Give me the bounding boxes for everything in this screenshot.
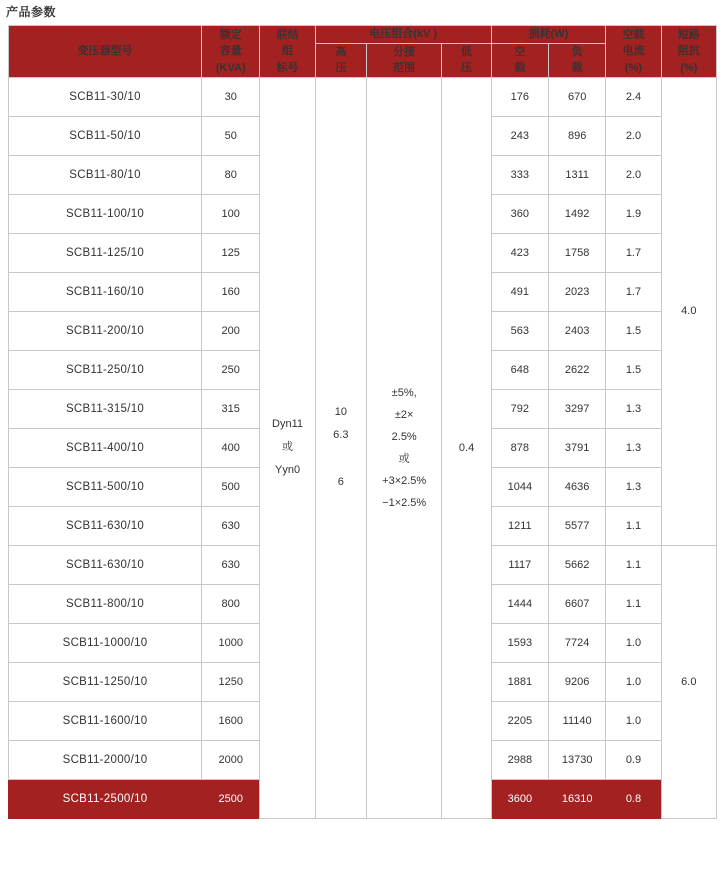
hv-value-line3 (316, 448, 366, 471)
cell-no-load-loss: 3600 (491, 779, 548, 818)
header-tap-line2: 范围 (393, 62, 416, 74)
cell-high-voltage (315, 77, 366, 818)
cell-no-load-loss: 243 (491, 116, 548, 155)
cell-no-load-current: 1.5 (606, 350, 661, 389)
cell-model: SCB11-250/10 (9, 350, 202, 389)
header-low-voltage (442, 43, 491, 77)
header-impedance-line3: (%) (680, 61, 698, 74)
cell-no-load-loss: 563 (491, 311, 548, 350)
cell-load-loss: 670 (549, 77, 606, 116)
cell-no-load-loss: 1881 (491, 662, 548, 701)
header-capacity (202, 26, 260, 78)
cell-load-loss: 2023 (549, 272, 606, 311)
cell-no-load-loss: 423 (491, 233, 548, 272)
table-row (9, 77, 717, 116)
cell-load-loss: 9206 (549, 662, 606, 701)
transformer-parameter-table (8, 25, 717, 819)
header-no-load-current (606, 26, 661, 78)
cell-no-load-current: 1.7 (606, 272, 661, 311)
cell-no-load-loss: 648 (491, 350, 548, 389)
cell-load-loss: 2403 (549, 311, 606, 350)
cell-load-loss: 5662 (549, 545, 606, 584)
header-impedance-line1: 短路 (677, 28, 700, 41)
cell-no-load-current: 1.7 (606, 233, 661, 272)
cell-no-load-current: 1.0 (606, 701, 661, 740)
cell-no-load-current: 1.1 (606, 584, 661, 623)
page-title: 产品参数 (6, 5, 57, 19)
cell-no-load-current: 1.5 (606, 311, 661, 350)
cell-model: SCB11-100/10 (9, 194, 202, 233)
header-load-line2: 载 (571, 62, 583, 74)
header-tap-line1: 分接 (393, 45, 416, 58)
cell-no-load-loss: 360 (491, 194, 548, 233)
header-group-line2: 组 (282, 45, 294, 57)
group-value-line3: Yyn0 (275, 464, 301, 477)
header-capacity-line3: (KVA) (215, 61, 246, 74)
cell-low-voltage: 0.4 (442, 77, 491, 818)
cell-model: SCB11-800/10 (9, 584, 202, 623)
header-nocurrent-line2: 电流 (622, 45, 645, 57)
cell-capacity: 1250 (202, 662, 260, 701)
cell-capacity: 2500 (202, 779, 260, 818)
cell-capacity: 30 (202, 77, 260, 116)
cell-model: SCB11-500/10 (9, 467, 202, 506)
header-hv-line1: 高 (335, 45, 347, 58)
cell-load-loss: 6607 (549, 584, 606, 623)
cell-capacity: 630 (202, 545, 260, 584)
tap-value-line3: 2.5% (391, 430, 417, 443)
header-noload-line1: 空 (514, 45, 526, 58)
cell-no-load-current: 2.0 (606, 155, 661, 194)
hv-value-line4: 6 (337, 475, 344, 488)
header-row-1 (9, 26, 717, 44)
cell-capacity: 2000 (202, 740, 260, 779)
cell-model: SCB11-50/10 (9, 116, 202, 155)
cell-capacity: 500 (202, 467, 260, 506)
cell-load-loss: 7724 (549, 623, 606, 662)
cell-capacity: 250 (202, 350, 260, 389)
cell-model: SCB11-1250/10 (9, 662, 202, 701)
cell-no-load-current: 1.1 (606, 545, 661, 584)
header-lv-line2: 压 (461, 62, 473, 74)
header-tap-range (366, 43, 441, 77)
cell-tap-range (366, 77, 441, 818)
hv-value-line1: 10 (334, 406, 347, 419)
header-capacity-line1: 额定 (219, 28, 242, 41)
header-high-voltage (315, 43, 366, 77)
cell-capacity: 200 (202, 311, 260, 350)
header-hv-line2: 压 (335, 62, 347, 74)
hv-value-line2: 6.3 (333, 429, 349, 442)
cell-load-loss: 1311 (549, 155, 606, 194)
cell-model: SCB11-315/10 (9, 389, 202, 428)
cell-capacity: 800 (202, 584, 260, 623)
cell-no-load-current: 1.3 (606, 467, 661, 506)
cell-no-load-loss: 1211 (491, 506, 548, 545)
table-body (9, 77, 717, 818)
cell-load-loss: 896 (549, 116, 606, 155)
cell-no-load-current: 1.0 (606, 623, 661, 662)
cell-impedance-lower: 6.0 (661, 545, 716, 818)
header-no-load-loss (491, 43, 548, 77)
cell-capacity: 50 (202, 116, 260, 155)
cell-load-loss: 11140 (549, 701, 606, 740)
cell-no-load-loss: 1593 (491, 623, 548, 662)
cell-capacity: 630 (202, 506, 260, 545)
header-impedance-line2: 阻抗 (677, 45, 700, 57)
cell-load-loss: 16310 (549, 779, 606, 818)
header-nocurrent-line3: (%) (624, 61, 643, 74)
group-value-line1: Dyn11 (272, 417, 304, 430)
cell-capacity: 100 (202, 194, 260, 233)
tap-value-line4: 或 (398, 452, 410, 465)
cell-capacity: 1600 (202, 701, 260, 740)
cell-load-loss: 5577 (549, 506, 606, 545)
cell-no-load-loss: 792 (491, 389, 548, 428)
cell-no-load-loss: 1117 (491, 545, 548, 584)
cell-no-load-loss: 878 (491, 428, 548, 467)
cell-load-loss: 4636 (549, 467, 606, 506)
cell-no-load-current: 1.9 (606, 194, 661, 233)
header-model: 变压器型号 (9, 26, 202, 78)
cell-no-load-loss: 2988 (491, 740, 548, 779)
cell-model: SCB11-630/10 (9, 506, 202, 545)
cell-no-load-current: 1.1 (606, 506, 661, 545)
header-noload-line2: 载 (514, 62, 526, 74)
cell-no-load-loss: 333 (491, 155, 548, 194)
cell-load-loss: 2622 (549, 350, 606, 389)
tap-value-line5: +3×2.5% (382, 474, 427, 487)
cell-capacity: 160 (202, 272, 260, 311)
cell-model: SCB11-30/10 (9, 77, 202, 116)
cell-no-load-loss: 491 (491, 272, 548, 311)
cell-model: SCB11-160/10 (9, 272, 202, 311)
cell-model: SCB11-80/10 (9, 155, 202, 194)
header-voltage-combination: 电压组合(kV ) (315, 26, 491, 44)
cell-no-load-current: 1.3 (606, 428, 661, 467)
cell-no-load-current: 2.4 (606, 77, 661, 116)
cell-capacity: 315 (202, 389, 260, 428)
cell-no-load-loss: 176 (491, 77, 548, 116)
cell-model: SCB11-2000/10 (9, 740, 202, 779)
cell-load-loss: 3297 (549, 389, 606, 428)
cell-no-load-current: 0.8 (606, 779, 661, 818)
header-capacity-line2: 容量 (219, 45, 242, 57)
cell-no-load-loss: 2205 (491, 701, 548, 740)
cell-model: SCB11-2500/10 (9, 779, 202, 818)
header-nocurrent-line1: 空载 (622, 28, 645, 41)
table-header (9, 26, 717, 78)
cell-capacity: 1000 (202, 623, 260, 662)
cell-capacity: 125 (202, 233, 260, 272)
cell-no-load-current: 1.0 (606, 662, 661, 701)
cell-connection-group (260, 77, 315, 818)
cell-capacity: 400 (202, 428, 260, 467)
cell-model: SCB11-125/10 (9, 233, 202, 272)
header-group-line1: 联结 (276, 28, 299, 41)
cell-model: SCB11-1000/10 (9, 623, 202, 662)
tap-value-line2: ±2× (394, 408, 414, 421)
header-loss: 损耗(W) (491, 26, 606, 44)
header-connection-group (260, 26, 315, 78)
cell-no-load-loss: 1444 (491, 584, 548, 623)
cell-no-load-current: 1.3 (606, 389, 661, 428)
cell-no-load-current: 2.0 (606, 116, 661, 155)
header-lv-line1: 低 (461, 45, 473, 58)
tap-value-line1: ±5%, (391, 386, 417, 399)
cell-load-loss: 3791 (549, 428, 606, 467)
cell-model: SCB11-1600/10 (9, 701, 202, 740)
header-group-line3: 标号 (276, 61, 299, 74)
cell-impedance-upper: 4.0 (661, 77, 716, 545)
cell-no-load-loss: 1044 (491, 467, 548, 506)
group-value-line2: 或 (282, 440, 294, 453)
cell-load-loss: 1758 (549, 233, 606, 272)
cell-load-loss: 1492 (549, 194, 606, 233)
header-short-circuit-impedance (661, 26, 716, 78)
cell-model: SCB11-400/10 (9, 428, 202, 467)
header-load-loss (549, 43, 606, 77)
cell-model: SCB11-630/10 (9, 545, 202, 584)
cell-model: SCB11-200/10 (9, 311, 202, 350)
cell-capacity: 80 (202, 155, 260, 194)
tap-value-line6: −1×2.5% (382, 496, 427, 509)
header-load-line1: 负 (571, 45, 583, 58)
cell-load-loss: 13730 (549, 740, 606, 779)
cell-no-load-current: 0.9 (606, 740, 661, 779)
